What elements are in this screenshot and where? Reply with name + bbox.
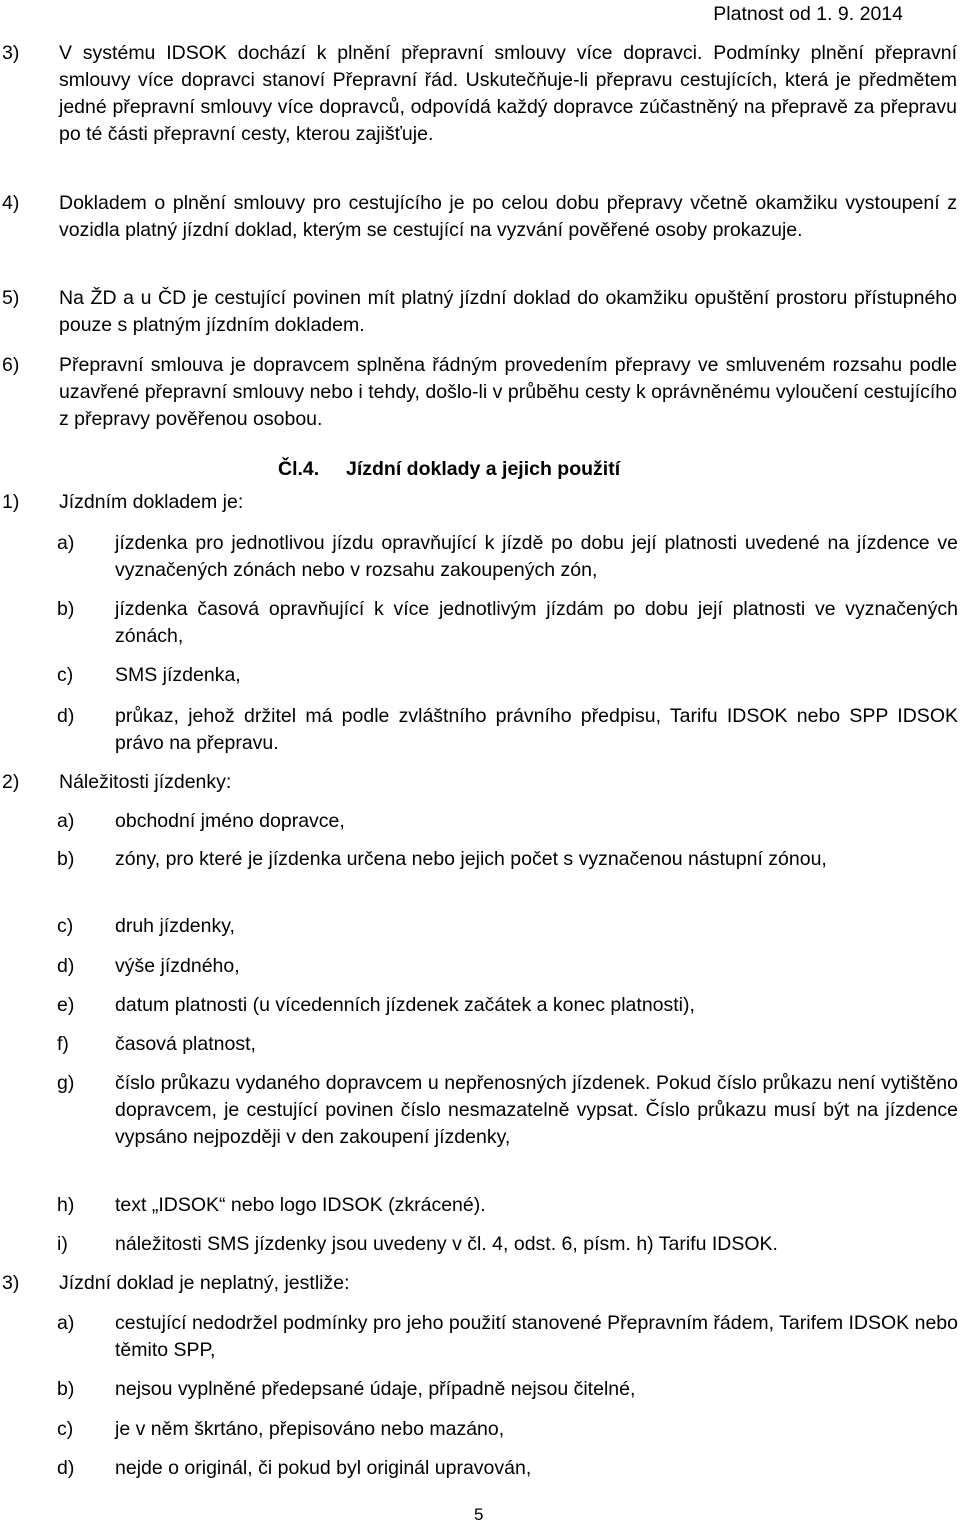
list-text: obchodní jméno dopravce, (115, 810, 345, 832)
paragraph-number: 1) (2, 491, 20, 513)
list-text: je v něm škrtáno, přepisováno nebo mazáno, (115, 1418, 505, 1440)
list-letter: e) (57, 994, 75, 1016)
list-letter: c) (57, 664, 74, 686)
list-letter: a) (57, 1312, 75, 1334)
list-text: text „IDSOK“ nebo logo IDSOK (zkrácené). (115, 1194, 486, 1216)
list-text: náležitosti SMS jízdenky jsou uvedeny v čl. 4, odst. 6, písm. h) Tarifu IDSOK. (115, 1233, 778, 1255)
list-text: zóny, pro které je jízdenka určena nebo jejich počet s vyznačenou nástupní zónou, (115, 848, 827, 870)
paragraph-text: Náležitosti jízdenky: (59, 771, 232, 793)
list-text: datum platnosti (u vícedenních jízdenek začátek a konec platnosti), (115, 994, 695, 1016)
list-letter: b) (57, 598, 75, 620)
list-text: nejde o originál, či pokud byl originál upravován, (115, 1457, 532, 1479)
list-letter: d) (57, 1457, 75, 1479)
paragraph-text: V systému IDSOK dochází k plnění přepravní smlouvy více dopravci. Podmínky plnění přepravní smlouvy více dopravci stanoví Přepravní řád. Uskutečňuje-li přepravu cestujících, která je předmětem jedné přepravní smlouvy více dopravců, odpovídá každý dopravce zúčastněný na přepravě za přepravu po té části přepravní cesty, kterou zajišťuje. (59, 42, 957, 145)
list-text: výše jízdného, (115, 955, 240, 977)
paragraph-number: 6) (2, 354, 20, 376)
article-title: Jízdní doklady a jejich použití (346, 458, 621, 480)
paragraph-number: 2) (2, 771, 20, 793)
list-text: průkaz, jehož držitel má podle zvláštního právního předpisu, Tarifu IDSOK nebo SPP IDSOK právo na přepravu. (115, 705, 958, 754)
paragraph-text: Na ŽD a u ČD je cestující povinen mít platný jízdní doklad do okamžiku opuštění prostoru přístupného pouze s platným jízdním dokladem. (59, 287, 957, 336)
list-letter: i) (57, 1233, 68, 1255)
paragraph-number: 3) (2, 42, 20, 64)
list-letter: h) (57, 1194, 75, 1216)
page-number: 5 (474, 1505, 484, 1524)
validity-header: Platnost od 1. 9. 2014 (713, 3, 903, 25)
list-letter: d) (57, 705, 75, 727)
paragraph-number: 4) (2, 192, 20, 214)
list-letter: c) (57, 1418, 74, 1440)
list-letter: b) (57, 1378, 75, 1400)
paragraph-text: Jízdní doklad je neplatný, jestliže: (59, 1272, 350, 1294)
paragraph-number: 5) (2, 287, 20, 309)
list-text: druh jízdenky, (115, 915, 235, 937)
paragraph-number: 3) (2, 1272, 20, 1294)
list-text: cestující nedodržel podmínky pro jeho použití stanovené Přepravním řádem, Tarifem IDSOK nebo těmito SPP, (115, 1312, 958, 1361)
paragraph-text: Dokladem o plnění smlouvy pro cestujícího je po celou dobu přepravy včetně okamžiku vystoupení z vozidla platný jízdní doklad, kterým se cestující na vyzvání pověřené osoby prokazuje. (59, 192, 957, 241)
article-number: Čl.4. (278, 458, 320, 480)
list-letter: a) (57, 532, 75, 554)
list-letter: d) (57, 955, 75, 977)
list-letter: a) (57, 810, 75, 832)
list-text: číslo průkazu vydaného dopravcem u nepřenosných jízdenek. Pokud číslo průkazu není vytištěno dopravcem, je cestující povinen číslo nesmazatelně vypsat. Číslo průkazu musí být na jízdence vypsáno nejpozději v den zakoupení jízdenky, (115, 1072, 958, 1148)
section-heading (278, 456, 620, 483)
list-text: SMS jízdenka, (115, 664, 241, 686)
list-text: časová platnost, (115, 1033, 256, 1055)
list-letter: f) (57, 1033, 69, 1055)
list-letter: c) (57, 915, 74, 937)
list-letter: g) (57, 1072, 75, 1094)
list-text: jízdenka časová opravňující k více jednotlivým jízdám po dobu její platnosti ve vyznačených zónách, (115, 598, 958, 647)
list-text: nejsou vyplněné předepsané údaje, případně nejsou čitelné, (115, 1378, 636, 1400)
paragraph-text: Přepravní smlouva je dopravcem splněna řádným provedením přepravy ve smluveném rozsahu podle uzavřené přepravní smlouvy nebo i tehdy, došlo-li v průběhu cesty k oprávněnému vyloučení cestujícího z přepravy pověřenou osobou. (59, 354, 957, 430)
list-letter: b) (57, 848, 75, 870)
paragraph-text: Jízdním dokladem je: (59, 491, 244, 513)
list-text: jízdenka pro jednotlivou jízdu opravňující k jízdě po dobu její platnosti uvedené na jízdence ve vyznačených zónách nebo v rozsahu zakoupených zón, (115, 532, 958, 581)
